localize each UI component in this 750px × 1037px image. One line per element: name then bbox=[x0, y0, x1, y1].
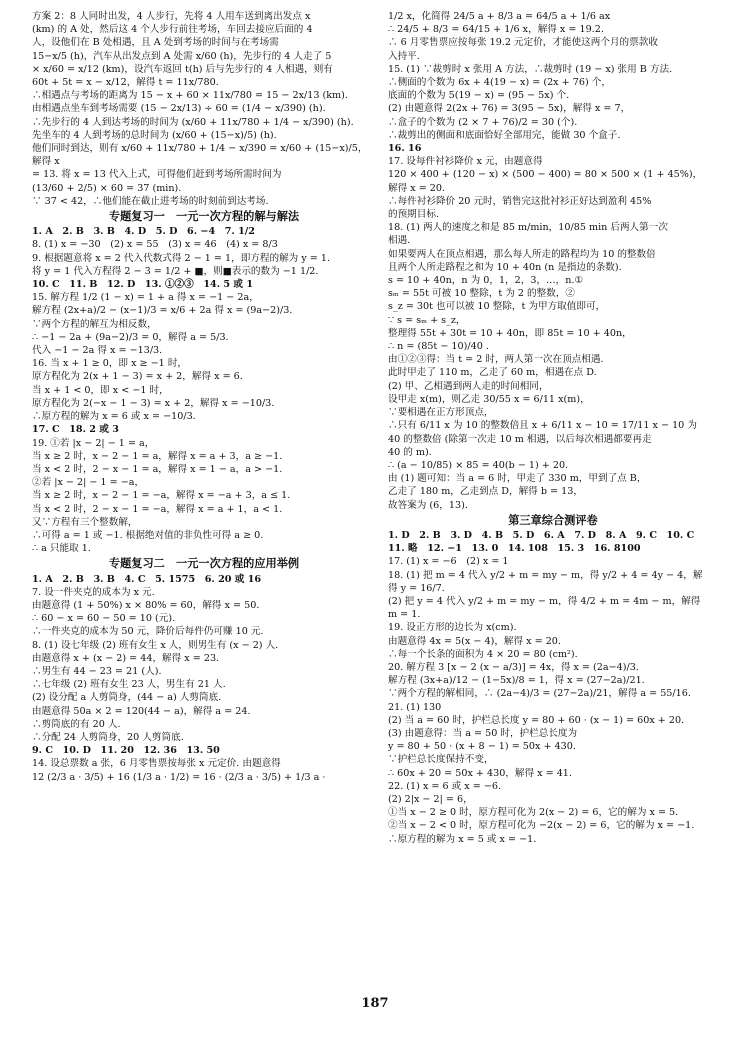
solution-line: 由题意得 4x = 5(x − 4)，解得 x = 20. bbox=[388, 635, 561, 647]
solution-line: (13/60 + 2/5) × 60 = 37 (min). bbox=[32, 182, 182, 194]
solution-line: 当 x + 1 < 0，即 x < −1 时， bbox=[32, 384, 169, 396]
solution-line: 8. (1) x = −30 (2) x = 55 (3) x = 46 (4) x = 8/3 bbox=[32, 239, 278, 251]
solution-line: 整理得 55t + 30t = 10 + 40n，即 85t = 10 + 40n， bbox=[388, 327, 632, 339]
solution-line: 将 y = 1 代入方程得 2 − 3 = 1/2 + ■，则■表示的数为 −1 1/2. bbox=[32, 265, 319, 277]
solution-line: 当 x < 2 时，2 − x − 1 = −a，解得 x = a + 1，a < 1. bbox=[32, 503, 283, 515]
solution-line: 由题意得 x + (x − 2) = 44，解得 x = 23. bbox=[32, 652, 220, 664]
solution-line: ∴侧面的个数为 6x + 4(19 − x) = (2x + 76) 个， bbox=[388, 77, 611, 89]
solution-line: 17. 设每件衬衫降价 x 元，由题意得 bbox=[388, 156, 543, 168]
solution-line: ∴原方程的解为 x = 6 或 x = −10/3. bbox=[32, 411, 196, 423]
solution-line: 22. (1) x = 6 或 x = −6. bbox=[388, 780, 502, 792]
solution-line: ∴原方程的解为 x = 5 或 x = −1. bbox=[388, 833, 537, 845]
solution-line: ∴ 24/5 + 8/3 = 64/15 + 1/6 x，解得 x = 19.2. bbox=[388, 24, 604, 36]
solution-line: m = 1. bbox=[388, 609, 421, 621]
solution-line: ∴ n = (85t − 10)/40 . bbox=[388, 341, 489, 353]
solution-line: 乙走了 180 m，乙走到点 D，解得 b = 13， bbox=[388, 486, 583, 498]
solution-line: ∴只有 6/11 x 为 10 的整数倍且 x + 6/11 x − 10 = 17/11 x − 10 为 bbox=[388, 420, 697, 432]
solution-line: (2) 设分配 a 人剪筒身，(44 − a) 人剪筒底. bbox=[32, 692, 222, 704]
right-column bbox=[388, 10, 718, 846]
solution-line: 故答案为 (6，13). bbox=[388, 499, 468, 511]
solution-line: 先坐车的 4 人到考场的总时间为 (x/60 + (15−x)/5) (h). bbox=[32, 129, 277, 141]
solution-line: 人，设他们在 B 处相遇，且 A 处到考场的时间与在考场需 bbox=[32, 37, 279, 49]
solution-line: 40 的整数倍 (除第一次走 10 m 相遇，以后每次相遇都要再走 bbox=[388, 433, 652, 445]
solution-line: 由题意得 (1 + 50%) x × 80% = 60，解得 x = 50. bbox=[32, 599, 260, 611]
solution-line: ∵要相遇在正方形顶点， bbox=[388, 407, 494, 419]
solution-line: 相遇. bbox=[388, 235, 411, 247]
solution-line: 17. (1) x = −6 (2) x = 1 bbox=[388, 556, 509, 568]
solution-line: 15−x/5 (h)，汽车从出发点到 A 处需 x/60 (h)，先步行的 4 人走了 5 bbox=[32, 50, 332, 62]
solution-line: 解方程 (3x+a)/12 − (1−5x)/8 = 1，得 x = (27−2a)/21. bbox=[388, 675, 645, 687]
section-heading: 专题复习二 一元一次方程的应用举例 bbox=[108, 557, 300, 571]
solution-line: 由 (1) 题可知：当 a = 6 时，甲走了 330 m，甲到了点 B， bbox=[388, 473, 647, 485]
solution-line: 设甲走 x(m)，则乙走 30/55 x = 6/11 x(m)， bbox=[388, 393, 590, 405]
solution-line: ∴每件衬衫降价 20 元时，销售完这批衬衫正好达到盈利 45% bbox=[388, 195, 652, 207]
solution-line: 19. 设正方形的边长为 x(cm). bbox=[388, 622, 517, 634]
solution-line: 此时甲走了 110 m，乙走了 60 m，相遇在点 D. bbox=[388, 367, 597, 379]
solution-line: ∵ s = sₘ + s_z， bbox=[388, 314, 466, 326]
solution-line: 12 (2/3 a · 3/5) + 16 (1/3 a · 1/2) = 16 · (2/3 a · 3/5) + 1/3 a · bbox=[32, 771, 326, 783]
solution-line: s = 10 + 40n，n 为 0，1，2，3，…，n.① bbox=[388, 275, 584, 287]
solution-line: ∴裁剪出的侧面和底面恰好全部用完，能做 30 个盒子. bbox=[388, 129, 621, 141]
solution-line: ∵两个方程的解相同，∴ (2a−4)/3 = (27−2a)/21，解得 a = 55/16. bbox=[388, 688, 691, 700]
solution-line: ∴ 60x + 20 = 50x + 430，解得 x = 41. bbox=[388, 767, 572, 779]
solution-line: ∴ a 只能取 1. bbox=[32, 543, 91, 555]
solution-line: 他们同时到达，则有 x/60 + 11x/780 + 1/4 − x/390 = x/60 + (15−x)/5，解得 x bbox=[32, 143, 368, 168]
section-heading: 第三章综合测评卷 bbox=[508, 513, 598, 527]
solution-line: 40 的 m). bbox=[388, 446, 432, 458]
solution-line: 60t + 5t = x − x/12，解得 t = 11x/780. bbox=[32, 77, 219, 89]
solution-line: 得 y = 16/7. bbox=[388, 582, 445, 594]
solution-line: 9. 根据题意将 x = 2 代入代数式得 2 − 1 = 1，即方程的解为 y = 1. bbox=[32, 252, 331, 264]
solution-line: ∴ (a − 10/85) × 85 = 40(b − 1) + 20. bbox=[388, 459, 569, 471]
solution-line: ①当 x − 2 ≥ 0 时，原方程可化为 2(x − 2) = 6，它的解为 x = 5. bbox=[388, 807, 679, 819]
solution-line: ∴ 60 − x = 60 − 50 = 10 (元). bbox=[32, 613, 176, 625]
solution-line: 8. (1) 设七年级 (2) 班有女生 x 人，则男生有 (x − 2) 人. bbox=[32, 639, 279, 651]
solution-line: (km) 的 A 处，然后这 4 个人步行前往考场，车回去接应后面的 4 bbox=[32, 24, 313, 36]
solution-line: ∴分配 24 人剪筒身，20 人剪筒底. bbox=[32, 731, 184, 743]
solution-line: 由相遇点坐车到考场需要 (15 − 2x/13) ÷ 60 = (1/4 − x/390) (h). bbox=[32, 103, 326, 115]
solution-line: ∴ −1 − 2a + (9a−2)/3 = 0，解得 a = 5/3. bbox=[32, 331, 229, 343]
solution-line: 19. ①若 |x − 2| − 1 = a， bbox=[32, 437, 155, 449]
solution-line: 当 x ≥ 2 时，x − 2 − 1 = a，解得 x = a + 3，a ≥ −1. bbox=[32, 450, 283, 462]
answer-row: 1. D 2. B 3. D 4. B 5. D 6. A 7. D 8. A 9. C 10. C bbox=[388, 529, 695, 541]
solution-line: ∴相遇点与考场的距离为 15 − x + 60 × 11x/780 = 15 − 2x/13 (km). bbox=[32, 90, 348, 102]
solution-line: 15. (1) ∵裁剪时 x 张用 A 方法，∴裁剪时 (19 − x) 张用 B 方法. bbox=[388, 63, 673, 75]
solution-line: ∴先步行的 4 人到达考场的时间为 (x/60 + 11x/780 + 1/4 − x/390) (h). bbox=[32, 116, 354, 128]
solution-line: 由题意得 50a × 2 = 120(44 − a)，解得 a = 24. bbox=[32, 705, 251, 717]
solution-line: 如果要两人在顶点相遇，那么每人所走的路程均为 10 的整数倍 bbox=[388, 248, 656, 260]
solution-line: 的预期目标. bbox=[388, 209, 440, 221]
solution-line: 21. (1) 130 bbox=[388, 701, 442, 713]
answer-row: 1. A 2. B 3. B 4. C 5. 1575 6. 20 或 16 bbox=[32, 573, 262, 585]
solution-line: 16. 当 x + 1 ≥ 0，即 x ≥ −1 时， bbox=[32, 358, 188, 370]
solution-line: 7. 设一件夹克的成本为 x 元. bbox=[32, 586, 155, 598]
solution-line: (2) 把 y = 4 代入 y/2 + m = my − m，得 4/2 + m = 4m − m，解得 bbox=[388, 595, 701, 607]
solution-line: (2) 2|x − 2| = 6， bbox=[388, 793, 473, 805]
solution-line: ∵ 37 < 42，∴他们能在截止进考场的时刻前到达考场. bbox=[32, 195, 269, 207]
solution-line: 又∵方程有三个整数解， bbox=[32, 516, 138, 528]
solution-line: 当 x < 2 时，2 − x − 1 = a，解得 x = 1 − a，a > −1. bbox=[32, 463, 283, 475]
solution-line: y = 80 + 50 · (x + 8 − 1) = 50x + 430. bbox=[388, 741, 576, 753]
solution-line: 原方程化为 2(x + 1 − 3) = x + 2，解得 x = 6. bbox=[32, 371, 243, 383]
answer-row: 17. C 18. 2 或 3 bbox=[32, 424, 119, 436]
solution-line: 且两个人所走路程之和为 10 + 40n (n 是指边的条数). bbox=[388, 261, 622, 273]
solution-line: = 13. 将 x = 13 代入上式，可得他们赶到考场所需时间为 bbox=[32, 169, 282, 181]
solution-line: 方案 2：8 人同时出发，4 人步行，先将 4 人用车送到离出发点 x bbox=[32, 11, 311, 22]
solution-line: 入持平. bbox=[388, 50, 420, 62]
solution-line: ②当 x − 2 < 0 时，原方程可化为 −2(x − 2) = 6，它的解为 x = −1. bbox=[388, 820, 695, 832]
solution-line: (2) 当 a = 60 时，护栏总长度 y = 80 + 60 · (x − 1) = 60x + 20. bbox=[388, 714, 685, 726]
solution-line: 当 x ≥ 2 时，x − 2 − 1 = −a，解得 x = −a + 3，a ≤ 1. bbox=[32, 490, 291, 502]
answer-row: 16. 16 bbox=[388, 143, 422, 155]
answer-row: 9. C 10. D 11. 20 12. 36 13. 50 bbox=[32, 745, 220, 757]
solution-line: sₘ = 55t 可被 10 整除，t 为 2 的整数，② bbox=[388, 288, 576, 300]
solution-line: (2) 甲、乙相遇到两人走的时间相同， bbox=[388, 380, 549, 392]
solution-line: ∴ 6 月零售票应按每张 19.2 元定价，才能使这两个月的票款收 bbox=[388, 37, 658, 49]
answer-row: 1. A 2. B 3. B 4. D 5. D 6. −4 7. 1/2 bbox=[32, 226, 255, 238]
solution-line: ∴七年级 (2) 班有女生 23 人，男生有 21 人. bbox=[32, 679, 226, 691]
solution-line: 代入 −1 − 2a 得 x = −13/3. bbox=[32, 345, 163, 357]
solution-line: ∴盒子的个数为 (2 × 7 + 76)/2 = 30 (个). bbox=[388, 116, 578, 128]
solution-line: 14. 设总票数 a 张，6 月零售票按每张 x 元定价. 由题意得 bbox=[32, 758, 281, 770]
solution-line: 解方程 (2x+a)/2 − (x−1)/3 = x/6 + 2a 得 x = (9a−2)/3. bbox=[32, 305, 293, 317]
solution-line: ∴可得 a = 1 或 −1. 根据绝对值的非负性可得 a ≥ 0. bbox=[32, 529, 264, 541]
solution-line: ∴一件夹克的成本为 50 元，降价后每件仍可赚 10 元. bbox=[32, 626, 264, 638]
solution-line: (3) 由题意得：当 a = 50 时，护栏总长度为 bbox=[388, 727, 578, 739]
solution-line: × x/60 = x/12 (km)，设汽车返回 t(h) 后与先步行的 4 人相遇，则有 bbox=[32, 63, 333, 75]
solution-line: 底面的个数为 5(19 − x) = (95 − 5x) 个. bbox=[388, 90, 570, 102]
solution-line: 20. 解方程 3 [x − 2 (x − a/3)] = 4x，得 x = (2a−4)/3. bbox=[388, 661, 639, 673]
answer-row: 11. 略 12. −1 13. 0 14. 108 15. 3 16. 8100 bbox=[388, 543, 641, 555]
solution-line: ∴剪筒底的有 20 人. bbox=[32, 718, 121, 730]
solution-line: ∵两个方程的解互为相反数， bbox=[32, 318, 157, 330]
solution-line: ②若 |x − 2| − 1 = −a， bbox=[32, 477, 145, 489]
answer-row: 10. C 11. B 12. D 13. ①②③ 14. 5 或 1 bbox=[32, 279, 253, 291]
solution-line: ∴每一个长条的面积为 4 × 20 = 80 (cm²). bbox=[388, 648, 578, 660]
solution-line: 18. (1) 两人的速度之和是 85 m/min，10/85 min 后两人第一次 bbox=[388, 222, 668, 234]
solution-line: ∴男生有 44 − 23 = 21 (人). bbox=[32, 665, 162, 677]
solution-line: 1/2 x，化简得 24/5 a + 8/3 a = 64/5 a + 1/6 ax bbox=[388, 11, 611, 22]
section-heading: 专题复习一 一元一次方程的解与解法 bbox=[108, 210, 300, 224]
solution-line: 120 × 400 + (120 − x) × (500 − 400) = 80 × 500 × (1 + 45%)， bbox=[388, 169, 703, 181]
solution-line: 15. 解方程 1/2 (1 − x) = 1 + a 得 x = −1 − 2a， bbox=[32, 292, 259, 304]
solution-line: 解得 x = 20. bbox=[388, 182, 446, 194]
solution-line: (2) 由题意得 2(2x + 76) = 3(95 − 5x)，解得 x = 7， bbox=[388, 103, 631, 115]
left-column bbox=[32, 10, 376, 784]
solution-line: 由①②③得：当 t = 2 时，两人第一次在顶点相遇. bbox=[388, 354, 604, 366]
page-number: 187 bbox=[361, 996, 389, 1011]
solution-line: 原方程化为 2(−x − 1 − 3) = x + 2，解得 x = −10/3. bbox=[32, 397, 275, 409]
solution-line: 18. (1) 把 m = 4 代入 y/2 + m = my − m，得 y/2 + 4 = 4y − 4，解 bbox=[388, 569, 703, 581]
solution-line: ∵护栏总长度保持不变， bbox=[388, 754, 494, 766]
solution-line: s_z = 30t 也可以被 10 整除，t 为甲方取值即可， bbox=[388, 301, 606, 313]
